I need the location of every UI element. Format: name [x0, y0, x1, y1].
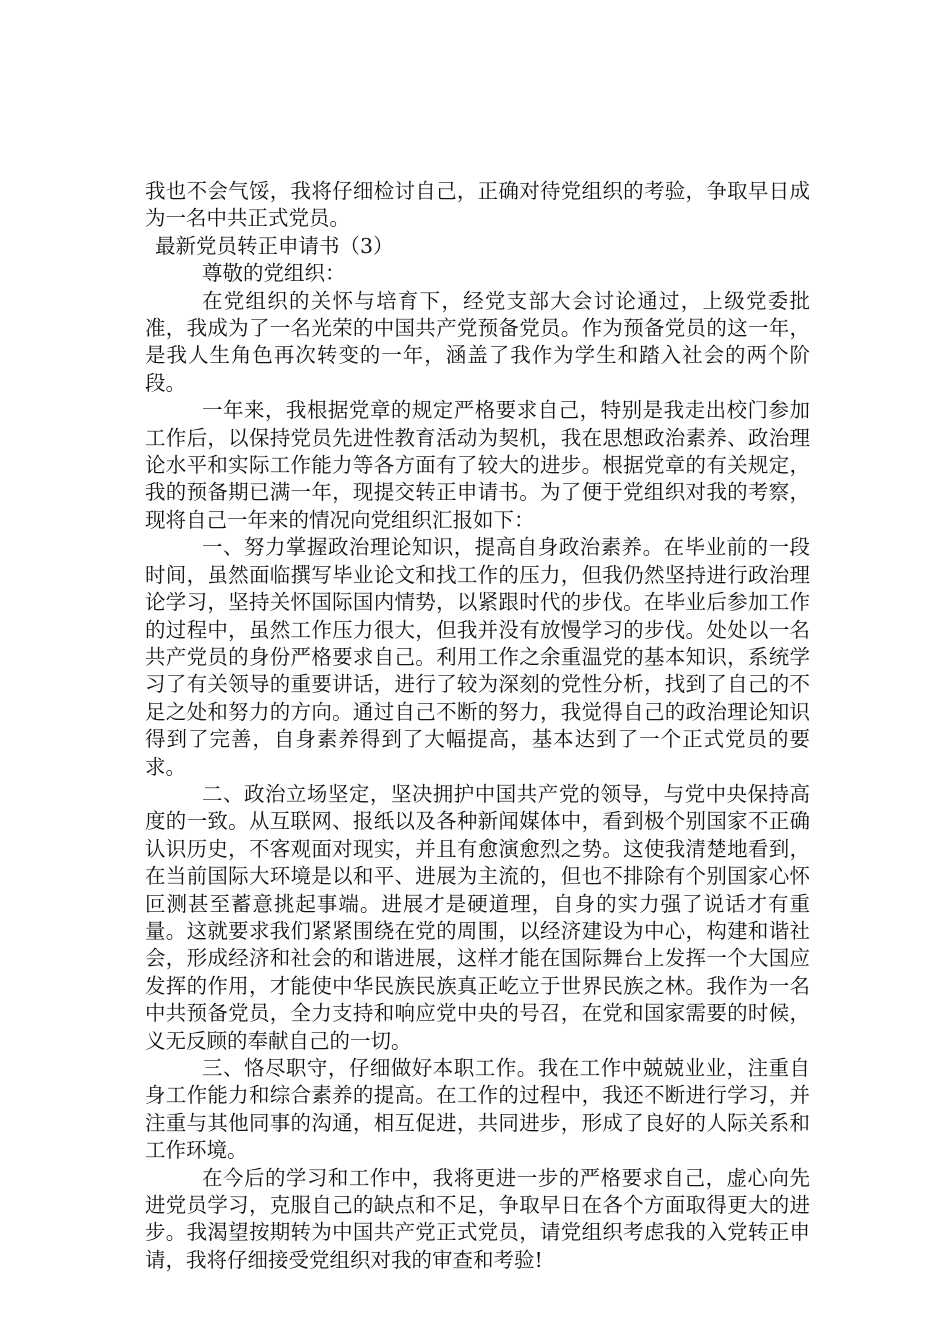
salutation: 尊敬的党组织： [202, 261, 346, 286]
paragraph-closing: 在今后的学习和工作中，我将更进一步的严格要求自己，虚心向先进党员学习，克服自己的缺点和不足，争取早日在各个方面取得更大的进步。我渴望按期转为中国共产党正式党员，请党组织考虑我的入党转正申请，我将仔细接受党组织对我的审查和考验! [145, 1165, 810, 1272]
paragraph-point-3: 三、恪尽职守，仔细做好本职工作。我在工作中兢兢业业，注重自身工作能力和综合素养的提高。在工作的过程中，我还不断进行学习，并注重与其他同事的沟通，相互促进，共同进步，形成了良好的人际关系和工作环境。 [145, 1056, 810, 1163]
section-title: 最新党员转正申请书（3） [155, 233, 394, 258]
paragraph-intro: 在党组织的关怀与培育下，经党支部大会讨论通过，上级党委批准，我成为了一名光荣的中国共产党预备党员。作为预备党员的这一年，是我人生角色再次转变的一年，涵盖了我作为学生和踏入社会的两个阶段。 [145, 288, 810, 395]
paragraph-overview: 一年来，我根据党章的规定严格要求自己，特别是我走出校门参加工作后，以保持党员先进性教育活动为契机，我在思想政治素养、政治理论水平和实际工作能力等各方面有了较大的进步。根据党章的有关规定，我的预备期已满一年，现提交转正申请书。为了便于党组织对我的考察，现将自己一年来的情况向党组织汇报如下： [145, 398, 810, 532]
document-body [145, 178, 810, 1274]
paragraph-continuation: 我也不会气馁，我将仔细检讨自己，正确对待党组织的考验，争取早日成为一名中共正式党员。 [145, 179, 810, 231]
paragraph-point-1: 一、努力掌握政治理论知识，提高自身政治素养。在毕业前的一段时间，虽然面临撰写毕业论文和找工作的压力，但我仍然坚持进行政治理论学习，坚持关怀国际国内情势，以紧跟时代的步伐。在毕业后参加工作的过程中，虽然工作压力很大，但我并没有放慢学习的步伐。处处以一名共产党员的身份严格要求自己。利用工作之余重温党的基本知识，系统学习了有关领导的重要讲话，进行了较为深刻的党性分析，找到了自己的不足之处和努力的方向。通过自己不断的努力，我觉得自己的政治理论知识得到了完善，自身素养得到了大幅提高，基本达到了一个正式党员的要求。 [145, 535, 810, 779]
paragraph-point-2: 二、政治立场坚定，坚决拥护中国共产党的领导，与党中央保持高度的一致。从互联网、报纸以及各种新闻媒体中，看到极个别国家不正确认识历史，不客观面对现实，并且有愈演愈烈之势。这使我清楚地看到，在当前国际大环境是以和平、进展为主流的，但也不排除有个别国家心怀叵测甚至蓄意挑起事端。进展才是硬道理，自身的实力强了说话才有重量。这就要求我们紧紧围绕在党的周围，以经济建设为中心，构建和谐社会，形成经济和社会的和谐进展，这样才能在国际舞台上发挥一个大国应发挥的作用，才能使中华民族民族真正屹立于世界民族之林。我作为一名中共预备党员，全力支持和响应党中央的号召，在党和国家需要的时候，义无反顾的奉献自己的一切。 [145, 781, 810, 1053]
